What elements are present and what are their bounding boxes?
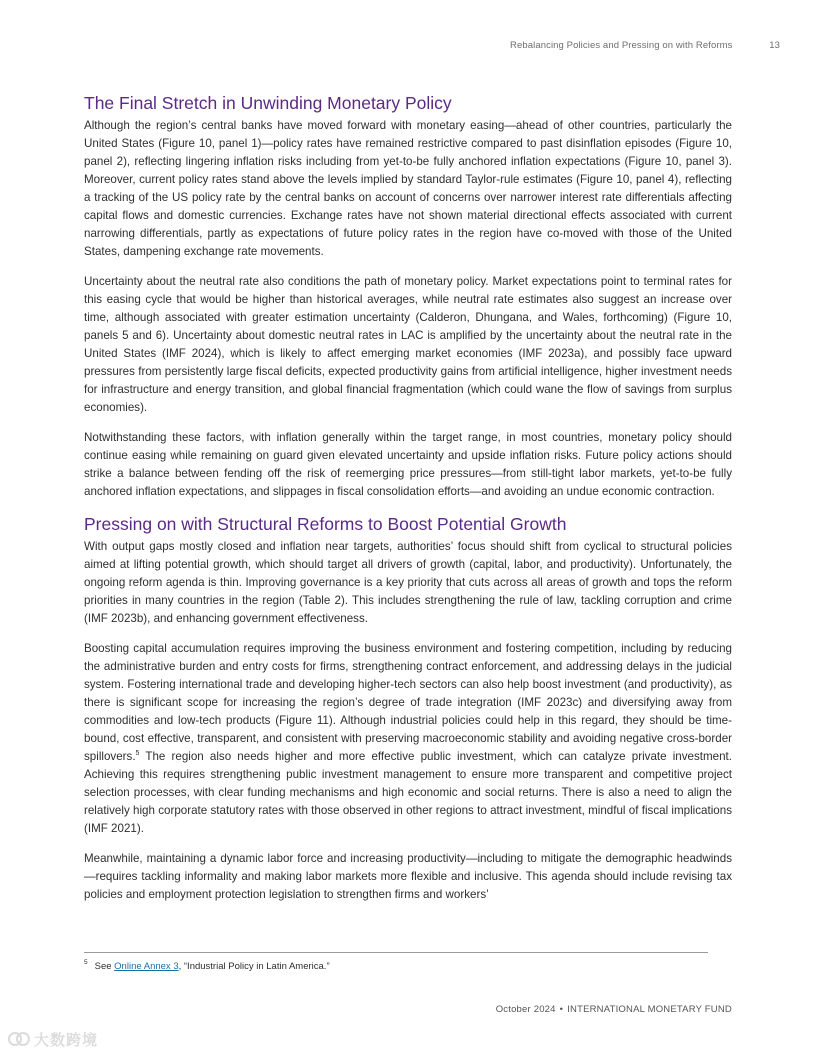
paragraph: Meanwhile, maintaining a dynamic labor force and increasing productivity—including to mitigate the demographic headwinds—requires tackling informality and making labor markets more flexible and inclusive. This agenda should include revising tax policies and employment protection legislation to strengthen firms and workers’ <box>84 852 732 901</box>
footer-date: October 2024 <box>495 1004 556 1015</box>
running-header <box>510 40 780 51</box>
paragraph-text: The region also needs higher and more effective public investment, which can catalyze private investment. Achieving this requires strengthening public investment management to ensure more transparent and competitive project selection processes, with clear funding mechanisms and high economic and social returns. There is also a need to align the relatively high corporate statutory rates with those observed in other regions to attract investment, mindful of fiscal implications (IMF 2021). <box>84 750 732 835</box>
footnote-number: 5 <box>84 959 88 966</box>
section-heading-monetary-policy: The Final Stretch in Unwinding Monetary Policy <box>84 93 452 113</box>
section-heading-structural-reforms: Pressing on with Structural Reforms to Boost Potential Growth <box>84 514 567 534</box>
footnote <box>84 961 330 972</box>
footnote-prefix: See <box>94 961 115 972</box>
online-annex-link[interactable]: Online Annex 3 <box>114 961 179 972</box>
paragraph <box>84 640 732 838</box>
paragraph: Although the region’s central banks have moved forward with monetary easing—ahead of other countries, particularly the United States (Figure 10, panel 1)—policy rates have remained restrictive compared to past disinflation episodes (Figure 10, panel 2), reflecting lingering inflation risks including from yet-to-be fully anchored inflation expectations (Figure 10, panel 3). Moreover, current policy rates stand above the levels implied by standard Taylor-rule estimates (Figure 10, panel 4), reflecting a tracking of the US policy rate by the central banks on account of concerns over narrower interest rate differentials affecting capital flows and domestic currencies. Exchange rates have not shown material directional effects associated with current narrowing differentials, partly as expectations of future policy rates in the region have co-moved with those of the United States, dampening exchange rate movements. <box>84 119 732 258</box>
paragraph: Uncertainty about the neutral rate also conditions the path of monetary policy. Market expectations point to terminal rates for this easing cycle that would be higher than historical averages, while neutral rate estimates also suggest an increase over time, although associated with greater estimation uncertainty (Calderon, Dhungana, and Wales, forthcoming) (Figure 10, panels 5 and 6). Uncertainty about domestic neutral rates in LAC is amplified by the uncertainty about the neutral rate in the United States (IMF 2024), which is likely to affect emerging market economies (IMF 2023a), and possibly face upward pressures from persistently large fiscal deficits, expected productivity gains from artificial intelligence, higher investment needs for infrastructure and energy transition, and global financial fragmentation (which could wane the flow of savings from surplus economies). <box>84 275 732 414</box>
paragraph: With output gaps mostly closed and inflation near targets, authorities’ focus should shift from cyclical to structural policies aimed at lifting potential growth, which should target all drivers of growth (capital, labor, and productivity). Unfortunately, the ongoing reform agenda is thin. Improving governance is a key priority that cuts across all areas of growth and tops the reform priorities in many countries in the region (Table 2). This includes strengthening the rule of law, tackling corruption and crime (IMF 2023b), and enhancing government effectiveness. <box>84 540 732 625</box>
watermark-logo-icon <box>8 1030 30 1048</box>
footnote-divider <box>84 952 708 953</box>
watermark <box>8 1028 98 1050</box>
main-content <box>84 92 732 916</box>
footnote-reference[interactable]: 5 <box>135 750 140 757</box>
paragraph-text: Boosting capital accumulation requires improving the business environment and fostering competition, including by reducing the administrative burden and entry costs for firms, strengthening contract enforcement, and addressing delays in the judicial system. Fostering international trade and developing higher-tech sectors can also help boost investment (and productivity), as there is significant scope for increasing the region’s degree of trade integration (IMF 2023c) and diversifying away from commodities and low-tech products (Figure 11). Although industrial policies could help in this regard, they should be time-bound, cost effective, transparent, and consistent with preserving macroeconomic stability and avoiding negative cross-border spillovers. <box>84 642 732 763</box>
watermark-text: 大数跨境 <box>34 1031 99 1049</box>
page-number: 13 <box>769 40 780 51</box>
footer-bullet: • <box>559 1004 564 1015</box>
footer-organization: INTERNATIONAL MONETARY FUND <box>567 1004 732 1015</box>
running-title: Rebalancing Policies and Pressing on with Reforms <box>510 40 733 51</box>
page-footer <box>496 1004 732 1015</box>
footnote-suffix: , “Industrial Policy in Latin America.” <box>178 961 330 972</box>
paragraph: Notwithstanding these factors, with inflation generally within the target range, in most countries, monetary policy should continue easing while remaining on guard given elevated uncertainty and upside inflation risks. Future policy actions should strike a balance between fending off the risk of reemerging price pressures—from still-tight labor markets, yet-to-be fully anchored inflation expectations, and slippages in fiscal consolidation efforts—and avoiding an undue economic contraction. <box>84 431 732 498</box>
